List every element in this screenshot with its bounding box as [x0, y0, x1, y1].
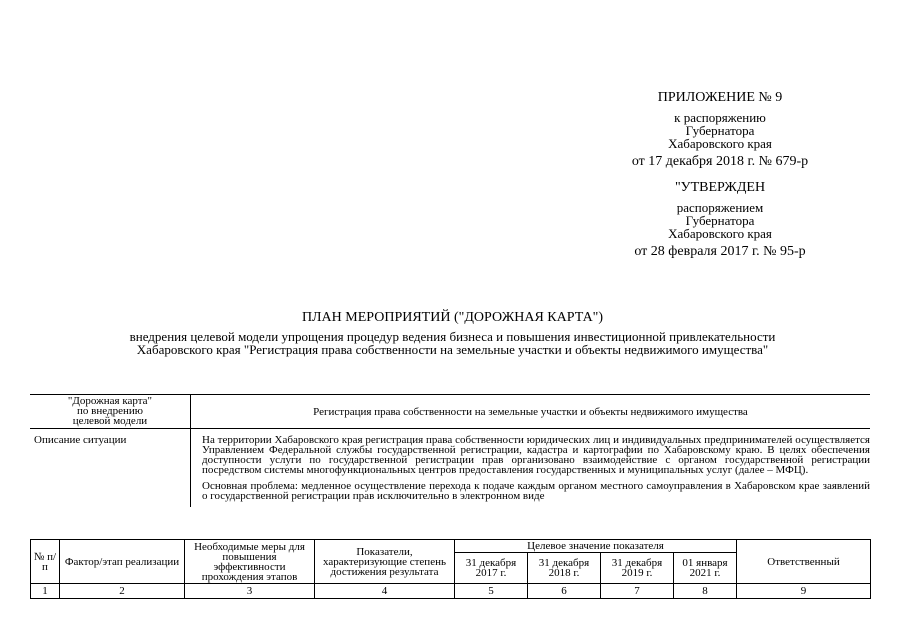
problem-paragraph: Основная проблема: медленное осуществление перехода к подаче каждым органом местного самоуправления в Хабаровском крае заявлений о государственной регистрации прав исключительно в электронном виде	[202, 480, 870, 502]
column-numbers-row	[31, 584, 871, 599]
plan-table	[30, 539, 871, 599]
header-target: Целевое значение показателя	[455, 540, 737, 553]
document-title: ПЛАН МЕРОПРИЯТИЙ ("ДОРОЖНАЯ КАРТА")	[301, 310, 604, 325]
appendix-line: Хабаровского края	[668, 136, 772, 151]
situation-value	[191, 429, 871, 508]
situation-paragraph: На территории Хабаровского края регистрация права собственности юридических лиц и индивидуальных предпринимателей осуществляется Управлением Федеральной службы государственной регистрации, кадастра и картографии по Хабаровскому краю. В целях обеспечения доступности услуги по государственной регистрации прав организовано взаимодействие с органом государственной регистрации посредством системы многофункциональных центров предоставления государственных и муниципальных услуг (далее – МФЦ).	[202, 434, 870, 476]
approved-lines	[600, 201, 840, 240]
info-table	[30, 394, 870, 507]
approved-label: "УТВЕРЖДЕН	[674, 180, 766, 195]
situation-label: Описание ситуации	[30, 429, 191, 508]
roadmap-label-line: "Дорожная карта"	[67, 395, 153, 407]
column-number: 4	[315, 584, 455, 599]
header-indicators: Показатели, характеризующие степень достижения результата	[315, 540, 455, 584]
column-number: 9	[737, 584, 871, 599]
header-responsible: Ответственный	[737, 540, 871, 584]
approved-line: Губернатора	[685, 213, 755, 228]
header-row-1	[31, 540, 871, 553]
column-number: 1	[31, 584, 60, 599]
column-number: 2	[60, 584, 185, 599]
document-subtitle	[70, 330, 835, 356]
appendix-line: Губернатора	[685, 123, 755, 138]
column-number: 5	[455, 584, 528, 599]
appendix-order-date: от 17 декабря 2018 г. № 679-р	[631, 154, 809, 169]
header-measures: Необходимые меры для повышения эффективности прохождения этапов	[185, 540, 315, 584]
subtitle-line: Хабаровского края "Регистрация права собственности на земельные участки и объекты недвижимого имущества"	[136, 342, 769, 357]
subtitle-line: внедрения целевой модели упрощения процедур ведения бизнеса и повышения инвестиционной привлекательности	[129, 329, 776, 344]
header-date: 31 декабря 2019 г.	[601, 553, 674, 584]
roadmap-label-line: целевой модели	[72, 415, 148, 427]
column-number: 6	[528, 584, 601, 599]
header-date: 31 декабря 2017 г.	[455, 553, 528, 584]
roadmap-row	[30, 395, 870, 429]
roadmap-label-line: по внедрению	[77, 405, 143, 417]
header-factor: Фактор/этап реализации	[60, 540, 185, 584]
header-date: 31 декабря 2018 г.	[528, 553, 601, 584]
appendix-number: ПРИЛОЖЕНИЕ № 9	[657, 90, 783, 105]
situation-row	[30, 429, 870, 508]
column-number: 8	[674, 584, 737, 599]
roadmap-value: Регистрация права собственности на земельные участки и объекты недвижимого имущества	[191, 395, 871, 429]
appendix-to-order	[600, 111, 840, 150]
header-number: № п/п	[31, 540, 60, 584]
roadmap-label	[30, 395, 191, 429]
appendix-line: к распоряжению	[674, 110, 766, 125]
header-date: 01 января 2021 г.	[674, 553, 737, 584]
column-number: 3	[185, 584, 315, 599]
column-number: 7	[601, 584, 674, 599]
approved-line: распоряжением	[676, 200, 764, 215]
approved-date: от 28 февраля 2017 г. № 95-р	[634, 244, 806, 259]
approved-line: Хабаровского края	[668, 226, 772, 241]
